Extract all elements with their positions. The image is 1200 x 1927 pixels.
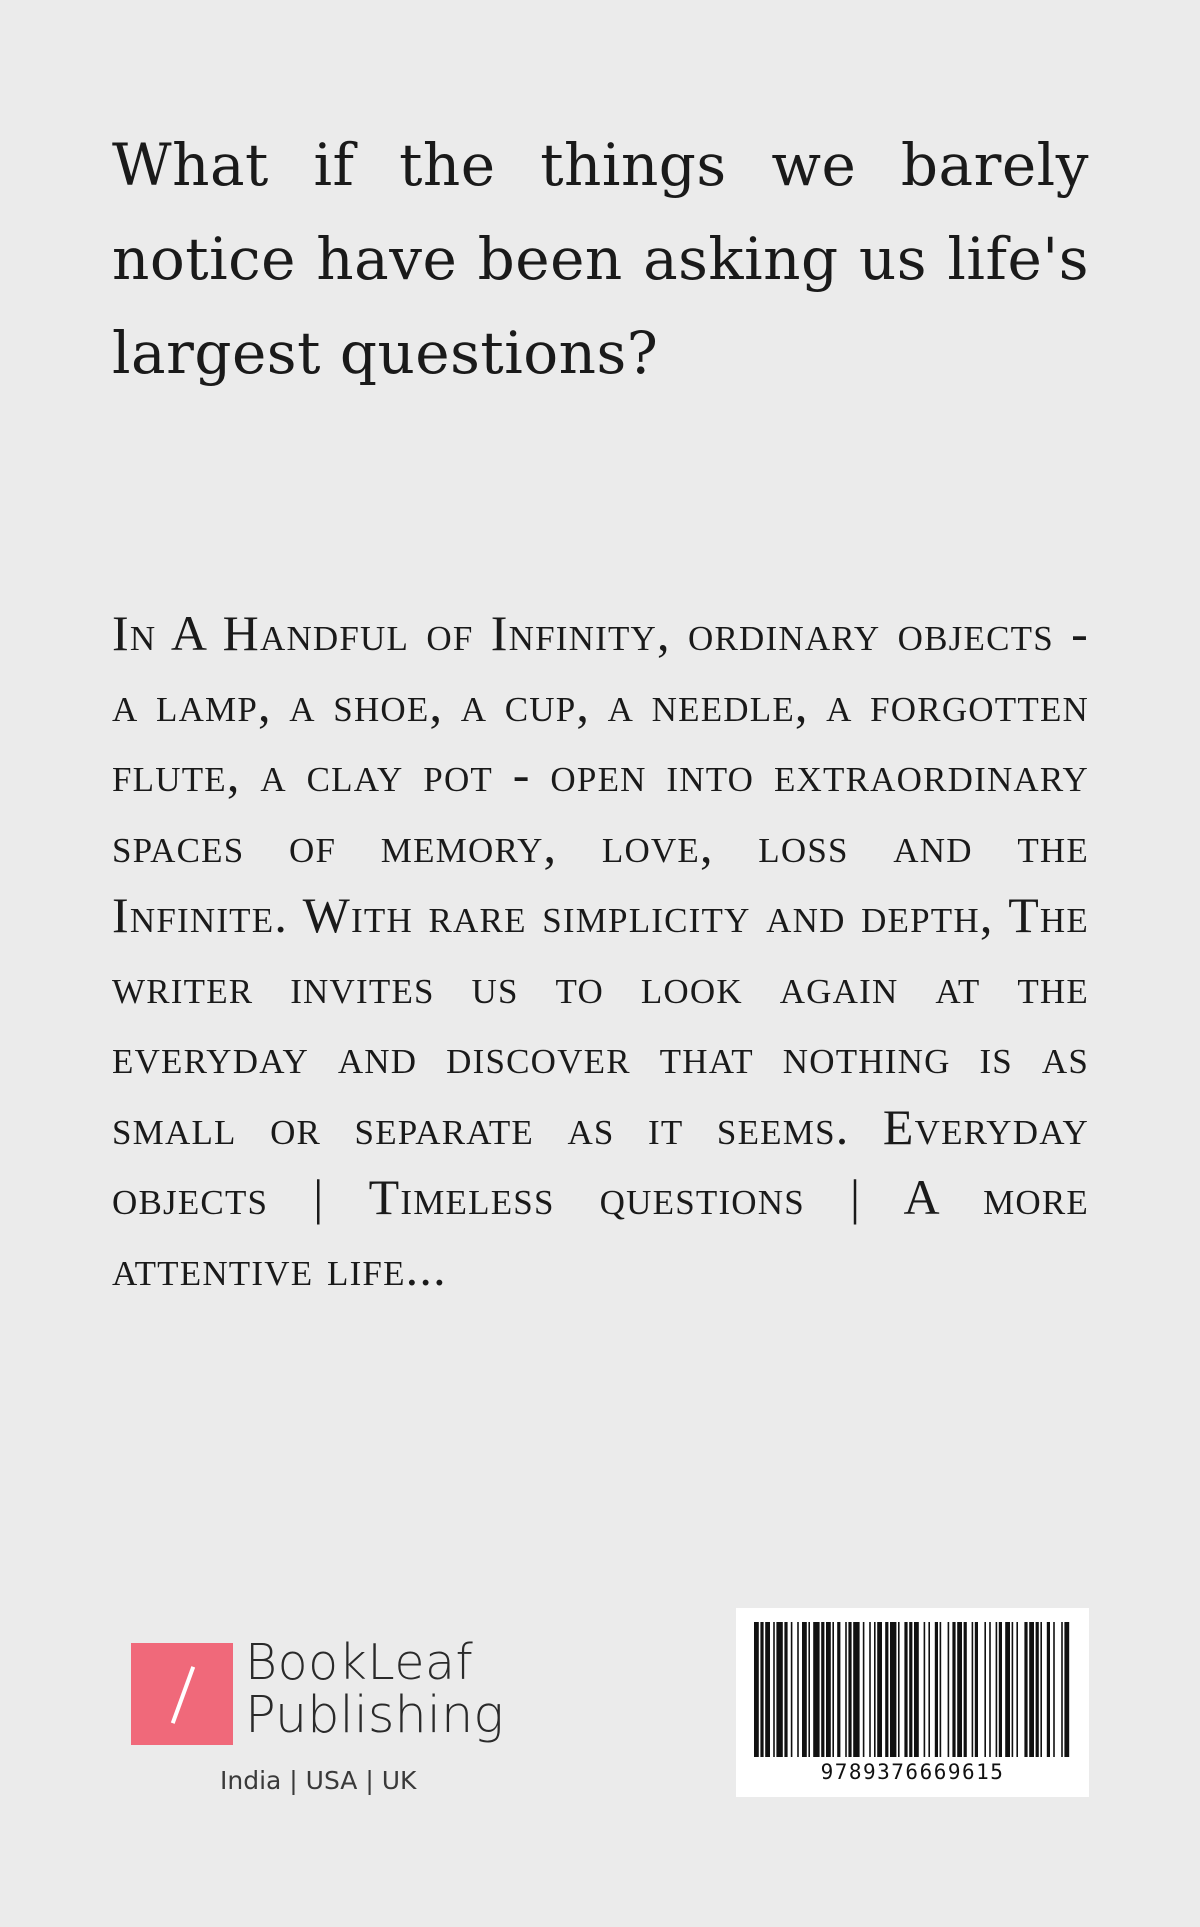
barcode-bar [874, 1622, 876, 1757]
barcode-bar [754, 1622, 759, 1757]
barcode-bar [784, 1622, 787, 1757]
barcode-bar [904, 1622, 907, 1757]
barcode-bar [1012, 1622, 1014, 1757]
barcode-bar [909, 1622, 912, 1757]
barcode-bar [914, 1622, 919, 1757]
headline-question: What if the things we barely notice have been asking us life's largest questions? [112, 131, 1089, 387]
barcode-bar [791, 1622, 793, 1757]
isbn-barcode [736, 1608, 1089, 1797]
barcode-bar [826, 1622, 831, 1757]
barcode-bar [935, 1622, 938, 1757]
barcode-bar [1061, 1622, 1063, 1757]
barcode-bar [1047, 1622, 1050, 1757]
barcode-bar [776, 1622, 782, 1757]
barcode-bar [837, 1622, 840, 1757]
barcode-bar [773, 1622, 775, 1757]
barcode-bar [863, 1622, 865, 1757]
barcode-bar [808, 1622, 810, 1757]
barcode-bar [952, 1622, 955, 1757]
barcode-bar [989, 1622, 991, 1757]
barcode-bar [1036, 1622, 1039, 1757]
barcode-bar [1016, 1622, 1018, 1757]
barcode-bar [869, 1622, 871, 1757]
barcode-bar [813, 1622, 819, 1757]
barcode-bar [832, 1622, 834, 1757]
barcode-bar [890, 1622, 896, 1757]
isbn-number: 9789376669615 [820, 1760, 1005, 1784]
barcode-bar [821, 1622, 824, 1757]
barcode-bar [885, 1622, 888, 1757]
barcode-bars-icon [752, 1622, 1072, 1757]
barcode-bar [1064, 1622, 1069, 1757]
publisher-regions: India | USA | UK [220, 1766, 417, 1795]
barcode-bar [802, 1622, 807, 1757]
barcode-bar [999, 1622, 1002, 1757]
barcode-bar [996, 1622, 998, 1757]
barcode-bar [765, 1622, 770, 1757]
barcode-bar [1005, 1622, 1010, 1757]
barcode-bar [928, 1622, 930, 1757]
barcode-bar [1029, 1622, 1034, 1757]
logo-slash-icon [171, 1666, 195, 1724]
barcode-bar [877, 1622, 882, 1757]
barcode-bar [1040, 1622, 1042, 1757]
barcode-bar [760, 1622, 763, 1757]
barcode-bar [940, 1622, 942, 1757]
barcode-bar [948, 1622, 950, 1757]
barcode-bar [972, 1622, 974, 1757]
barcode-bar [924, 1622, 926, 1757]
barcode-bar [898, 1622, 900, 1757]
publisher-name-line1: BookLeaf [245, 1634, 474, 1691]
publisher-name-line2: Publishing [245, 1686, 504, 1745]
barcode-bar [964, 1622, 967, 1757]
barcode-bar [957, 1622, 962, 1757]
barcode-bar [1053, 1622, 1055, 1757]
publisher-logo [131, 1634, 504, 1810]
logo-square-icon [131, 1643, 233, 1745]
barcode-bar [984, 1622, 986, 1757]
barcode-bar [797, 1622, 799, 1757]
barcode-bar [853, 1622, 859, 1757]
barcode-bar [848, 1622, 851, 1757]
book-blurb: In A Handful of Infinity, ordinary objects - a lamp, a shoe, a cup, a needle, a forgotten flute, a clay pot - open into extraordinary spaces of memory, love, loss and the Infinite. With rare simplicity and depth, The writer invites us to look again at the everyday and discover that nothing is as small or separate as it seems. Everyday objects | Timeless questions | A more attentive life... [112, 605, 1089, 1296]
barcode-bar [845, 1622, 847, 1757]
barcode-bar [1024, 1622, 1027, 1757]
barcode-bar [975, 1622, 978, 1757]
